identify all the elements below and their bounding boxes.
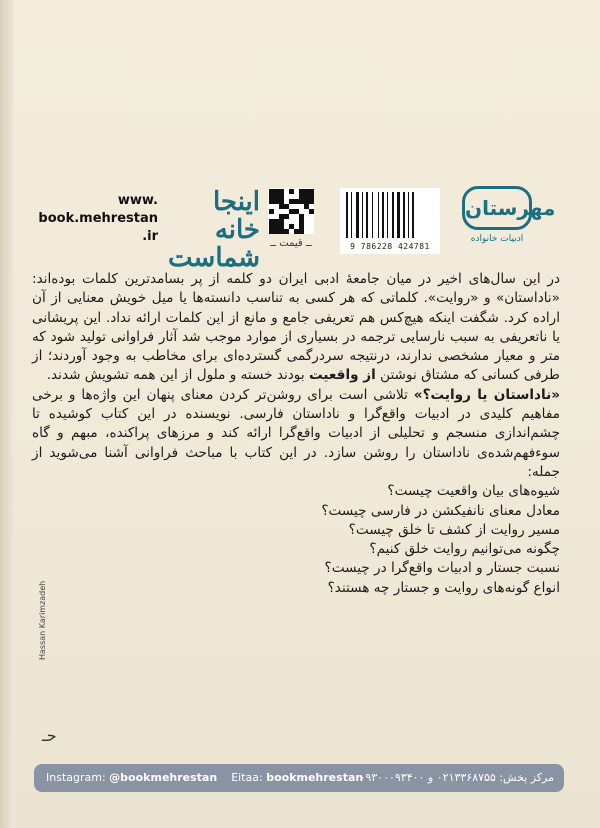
distribution-contact: مرکز پخش: ۰۲۱۳۳۶۸۷۵۵ و ۰۹۳۰۰۰۹۳۴۰۰ [359,771,554,784]
spine-shadow [0,0,14,828]
slogan-line-2: شماست [168,243,261,273]
website-address [32,192,158,246]
question-item: نسبت جستار و ادبیات واقع‌گرا در چیست؟ [324,560,560,577]
price-label: ــ قیمت ــ [270,238,312,249]
question-item: مسیر روایت از کشف تا خلق چیست؟ [348,521,560,538]
question-item: انواع گونه‌های روایت و جستار چه هستند؟ [327,579,560,596]
question-item: معادل معنای نانفیکشن در فارسی چیست؟ [321,502,560,519]
blurb-paragraph-1: در این سال‌های اخیر در میان جامعهٔ ادبی ایران دو کلمه از پر بسامدترین کلمات بوده‌اند: «ناداستان» و «روایت». کلماتی که هر کسی به تناسب دانسته‌ها یا میل خویش معنایی از آن اراده کرد. شگفت اینکه هیچ‌کس هم تعریفی جامع و مانع از این کلمات ارائه نداد. این پریشانی یا ناتعریفی به سبب نارسایی ترجمه در بسیاری از موارد موجب شد آثار فراوانی تولید شود که متر و معیار مشخصی ندارند، درنتیجه سردرگمی گسترده‌ای برای مخاطب به وجود آوردند؛ از طرفی کسانی که مشتاق نوشتن از واقعیت بودند خسته و ملول از این همه تشویش شدند. [32,271,560,384]
isbn-number: 9 786228 424781 [350,242,430,251]
website-line-2: book.mehrestan [38,211,158,226]
designer-credit: Hassan Karimzadeh [38,580,47,660]
question-item: چگونه می‌توانیم روایت خلق کنیم؟ [369,541,560,558]
blurb-paragraph-2: «ناداستان یا روایت؟» تلاشی است برای روشن‌تر کردن معنای پنهان این واژه‌ها و برخی مفاهیم کلیدی در ادبیات واقع‌گرا و ناداستان فارسی. نویسنده در این کتاب کوشیده تا چشم‌اندازی منسجم و تحلیلی از ادبیات واقع‌گرا ارائه کند و مرزهای پراکنده، مبهم و گاه سوءفهم‌شده‌ی ناداستان را روشن سازد. در این کتاب با مباحث فراوانی آشنا می‌شوید از جمله: [32,386,560,480]
question-item: شیوه‌های بیان واقعیت چیست؟ [387,483,560,500]
blurb [32,270,560,598]
website-line-1: www. [117,193,158,208]
social-handles: Instagram: @bookmehrestan Eitaa: bookmehrestan [46,771,364,784]
publisher-mark: مهرستان [462,186,532,230]
qr-code [268,188,314,234]
eitaa-handle: bookmehrestan [266,771,364,784]
contact-footer [34,764,564,792]
slogan-logo [168,187,261,273]
phone-numbers: ۰۲۱۳۳۶۸۷۵۵ و ۰۹۳۰۰۰۹۳۴۰۰ [359,771,496,784]
moon-graphic [474,0,600,82]
slogan-line-1: اینجا خانه [212,187,260,245]
publisher-subtitle: ادبیات خانواده [470,234,524,244]
designer-signature: حـ [42,726,57,745]
publisher-logo [458,186,556,258]
instagram-handle: @bookmehrestan [109,771,218,784]
isbn-barcode [340,188,440,254]
website-line-3: .ir [142,229,158,244]
